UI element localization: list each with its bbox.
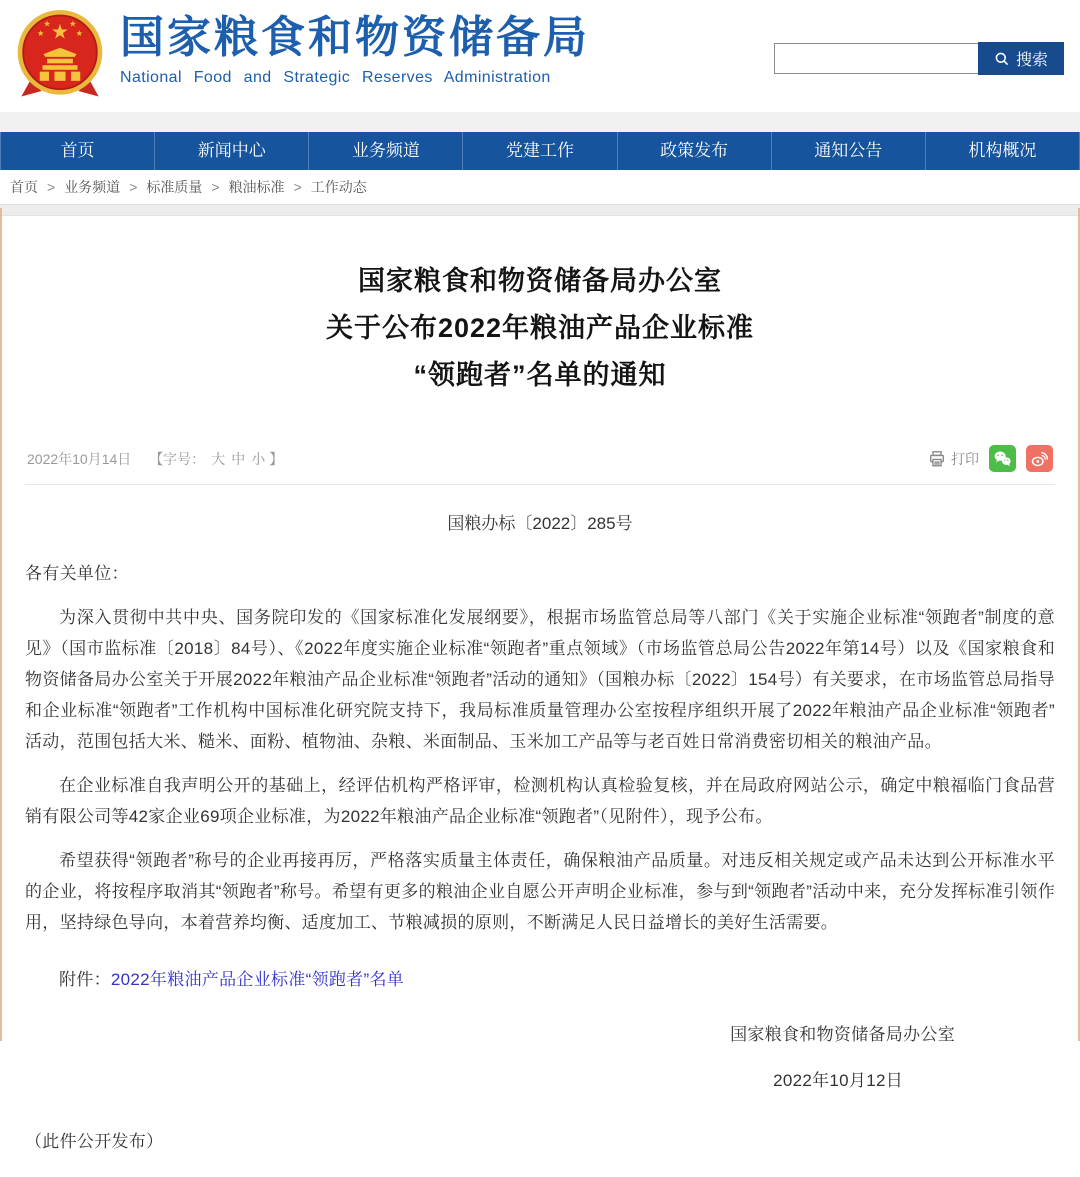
search-button-label: 搜索 [1015, 52, 1048, 69]
search-bar [774, 42, 1064, 75]
attachment-line [25, 964, 1055, 995]
content-divider [0, 204, 1080, 216]
breadcrumb-separator: > [211, 179, 220, 195]
paragraph-2: 在企业标准自我声明公开的基础上，经评估机构严格评审，检测机构认真检验复核，并在局政府网站公示，确定中粮福临门食品营销有限公司等42家企业69项企业标准，为2022年粮油产品企业标准“领跑者”（见附件），现予公布。 [25, 776, 1055, 826]
document-title-line: “领跑者”名单的通知 [413, 360, 667, 390]
breadcrumb-separator: > [293, 179, 302, 195]
nav-item-party-building[interactable]: 党建工作 [463, 132, 617, 170]
document-number-text: 国粮办标〔2022〕285号 [447, 514, 633, 533]
nav-item-news[interactable]: 新闻中心 [155, 132, 309, 170]
site-header [0, 0, 1080, 112]
font-size-label-close: 】 [269, 450, 284, 467]
article-body [25, 558, 1055, 1157]
attachment-label: 附件： [59, 970, 111, 989]
share-weibo-button[interactable] [1026, 445, 1053, 472]
search-input[interactable] [774, 43, 978, 74]
signature-name: 国家粮食和物资储备局办公室 [730, 1025, 955, 1044]
breadcrumb-business[interactable]: 业务频道 [64, 179, 121, 195]
breadcrumb [0, 170, 1080, 204]
breadcrumb-home[interactable]: 首页 [10, 179, 38, 195]
breadcrumb-work-updates[interactable]: 工作动态 [310, 179, 367, 195]
printer-icon [928, 450, 946, 468]
weibo-icon [1029, 448, 1050, 469]
document-title-line: 关于公布2022年粮油产品企业标准 [325, 313, 755, 343]
svg-text:★: ★ [75, 28, 84, 38]
document-number [25, 509, 1055, 534]
article-card [0, 216, 1080, 1177]
wechat-icon [992, 448, 1013, 469]
svg-text:★: ★ [50, 21, 70, 44]
nav-item-home[interactable]: 首页 [0, 132, 155, 170]
breadcrumb-separator: > [47, 179, 56, 195]
search-icon [994, 51, 1010, 67]
header-divider [0, 112, 1080, 132]
font-size-medium[interactable]: 中 [231, 450, 246, 467]
nav-item-policy[interactable]: 政策发布 [618, 132, 772, 170]
publish-date: 2022年10月14日 [27, 450, 132, 467]
paragraph-3: 希望获得“领跑者”称号的企业再接再厉，严格落实质量主体责任，确保粮油产品质量。对违反相关规定或产品未达到公开标准水平的企业，将按程序取消其“领跑者”称号。希望有更多的粮油企业自愿公开声明企业标准，参与到“领跑者”活动中来，充分发挥标准引领作用，坚持绿色导向，本着营养均衡、适度加工、节粮减损的原则，不断满足人民日益增长的美好生活需要。 [25, 851, 1055, 932]
site-subtitle: National Food and Strategic Reserves Administration [120, 69, 551, 86]
nav-item-notices[interactable]: 通知公告 [772, 132, 926, 170]
article-meta [25, 445, 1055, 485]
national-emblem-logo [14, 8, 106, 104]
main-nav [0, 132, 1080, 170]
svg-text:★: ★ [36, 28, 45, 38]
svg-text:★: ★ [69, 19, 77, 29]
breadcrumb-separator: > [129, 179, 138, 195]
svg-text:★: ★ [43, 19, 51, 29]
nav-item-business[interactable]: 业务频道 [309, 132, 463, 170]
font-size-large[interactable]: 大 [211, 450, 226, 467]
site-title: 国家粮食和物资储备局 [120, 13, 590, 62]
print-label: 打印 [951, 450, 979, 467]
meta-left [27, 449, 287, 469]
meta-right [928, 445, 1053, 472]
salutation: 各有关单位： [25, 564, 129, 583]
attachment-link[interactable]: 2022年粮油产品企业标准“领跑者”名单 [110, 970, 405, 989]
print-button[interactable] [928, 449, 979, 469]
search-button[interactable] [978, 42, 1064, 75]
font-size-small[interactable]: 小 [251, 450, 266, 467]
document-title-line: 国家粮食和物资储备局办公室 [358, 266, 722, 296]
nav-item-about[interactable]: 机构概况 [926, 132, 1080, 170]
paragraph-1: 为深入贯彻中共中央、国务院印发的《国家标准化发展纲要》，根据市场监管总局等八部门《关于实施企业标准“领跑者”制度的意见》（国市监标准〔2018〕84号）、《2022年度实施企业标准“领跑者”重点领域》（市场监管总局公告2022年第14号）以及《国家粮食和物资储备局办公室关于开展2022年粮油产品企业标准“领跑者”活动的通知》（国粮办标〔2022〕154号）有关要求，在市场监管总局指导和企业标准“领跑者”工作机构中国标准化研究院支持下，我局标准质量管理办公室按程序组织开展了2022年粮油产品企业标准“领跑者”活动，范围包括大米、糙米、面粉、植物油、杂粮、米面制品、玉米加工产品等与老百姓日常消费密切相关的粮油产品。 [25, 608, 1055, 751]
document-title [25, 258, 1055, 399]
signature-block [25, 1019, 1055, 1096]
breadcrumb-grain-oil-standards[interactable]: 粮油标准 [228, 179, 285, 195]
breadcrumb-standards-quality[interactable]: 标准质量 [146, 179, 203, 195]
share-wechat-button[interactable] [989, 445, 1016, 472]
signature-date: 2022年10月12日 [773, 1071, 903, 1090]
site-titles [120, 12, 590, 87]
font-size-label: 【字号： [149, 450, 206, 467]
public-release-note: （此件公开发布） [25, 1132, 164, 1151]
